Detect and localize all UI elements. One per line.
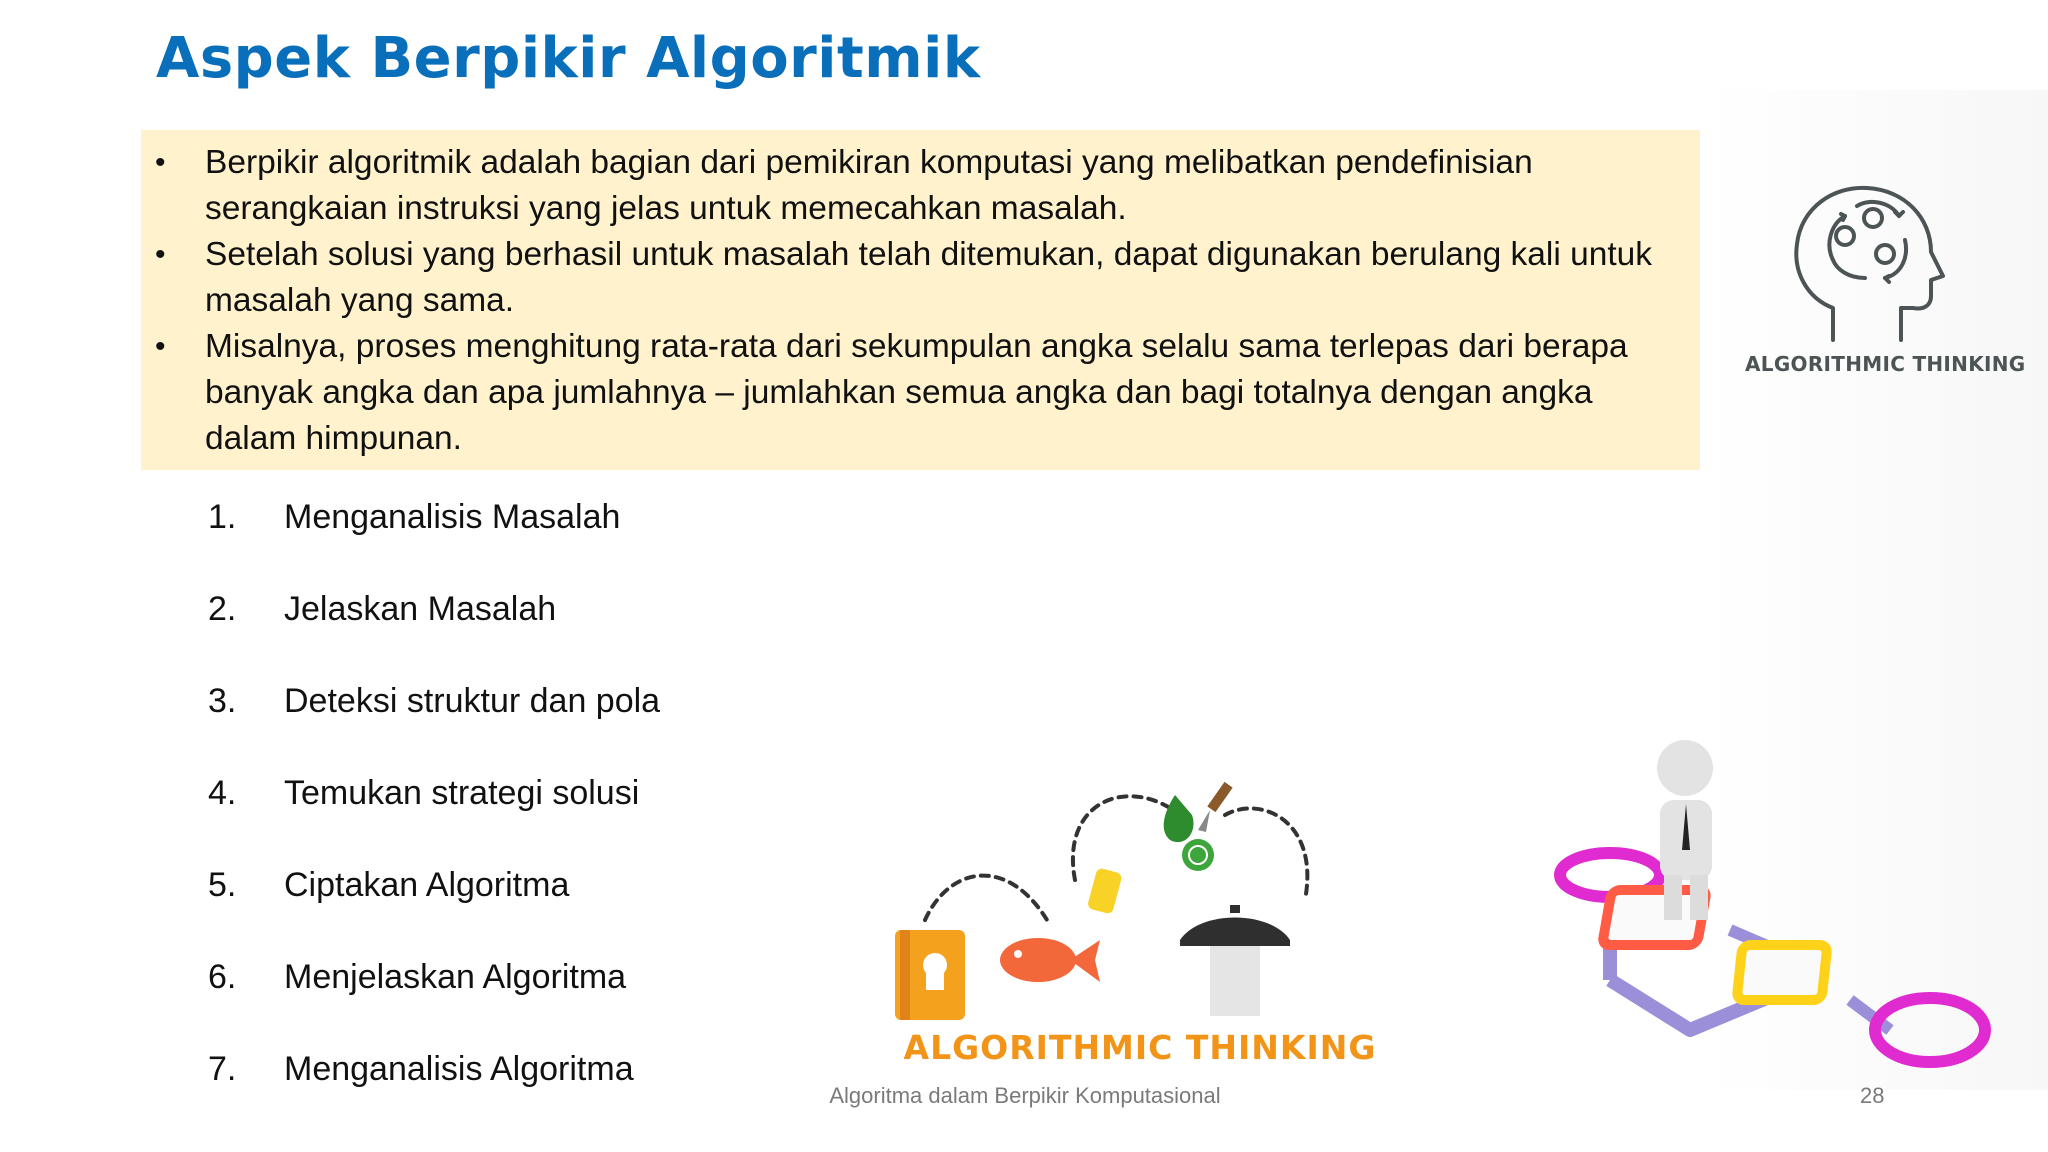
step-number: 7. bbox=[208, 1050, 237, 1088]
flowchart-person-icon bbox=[1540, 730, 2000, 1090]
step-number: 5. bbox=[208, 866, 237, 904]
bullet-text: Berpikir algoritmik adalah bagian dari pemikiran komputasi yang melibatkan pendefinisian serangkaian instruksi yang jelas untuk memecahkan masalah. bbox=[205, 144, 1533, 227]
step-text: Deteksi struktur dan pola bbox=[284, 682, 661, 720]
step-number: 4. bbox=[208, 774, 237, 812]
bullet-dot: • bbox=[155, 330, 166, 363]
step-text: Menjelaskan Algoritma bbox=[284, 958, 627, 996]
page-number: 28 bbox=[1860, 1083, 1885, 1108]
step-item bbox=[208, 954, 660, 1046]
bullet-item bbox=[141, 232, 1701, 324]
bullet-item bbox=[141, 140, 1701, 232]
step-number: 3. bbox=[208, 682, 237, 720]
recipe-book-icon bbox=[895, 930, 965, 1020]
pot-icon bbox=[1180, 905, 1290, 1016]
step-text: Temukan strategi solusi bbox=[284, 774, 640, 812]
bullet-box bbox=[141, 130, 1701, 470]
bullet-item bbox=[141, 324, 1701, 462]
fish-icon bbox=[1000, 938, 1100, 982]
bullet-list bbox=[141, 140, 1701, 462]
step-number: 6. bbox=[208, 958, 237, 996]
bullet-dot: • bbox=[155, 146, 166, 179]
cooking-illustration bbox=[880, 770, 1400, 1030]
icon-label: ALGORITHMIC THINKING bbox=[1745, 352, 2026, 376]
step-item bbox=[208, 770, 660, 862]
step-number: 2. bbox=[208, 590, 237, 628]
slide-title: Aspek Berpikir Algoritmik bbox=[156, 26, 981, 91]
step-text: Menganalisis Algoritma bbox=[284, 1050, 634, 1088]
step-item bbox=[208, 586, 660, 678]
step-text: Ciptakan Algoritma bbox=[284, 866, 570, 904]
bullet-text: Misalnya, proses menghitung rata-rata dari sekumpulan angka selalu sama terlepas dari berapa banyak angka dan apa jumlahnya – jumlahkan semua angka dan bagi totalnya dengan angka dalam himpunan. bbox=[205, 328, 1628, 457]
step-item bbox=[208, 862, 660, 954]
step-item bbox=[208, 678, 660, 770]
step-text: Jelaskan Masalah bbox=[284, 590, 557, 628]
step-text: Menganalisis Masalah bbox=[284, 498, 621, 536]
step-item bbox=[208, 1046, 660, 1138]
illustration-label: ALGORITHMIC THINKING bbox=[903, 1028, 1377, 1067]
bullet-dot: • bbox=[155, 238, 166, 271]
footer-text: Algoritma dalam Berpikir Komputasional bbox=[829, 1083, 1221, 1108]
salt-shaker-icon bbox=[1087, 867, 1123, 914]
knife-icon bbox=[1198, 782, 1233, 832]
bullet-text: Setelah solusi yang berhasil untuk masalah telah ditemukan, dapat digunakan berulang kali untuk masalah yang sama. bbox=[205, 236, 1653, 319]
step-number: 1. bbox=[208, 498, 237, 536]
step-item bbox=[208, 494, 660, 586]
head-gears-icon bbox=[1745, 180, 2010, 350]
steps-list bbox=[208, 494, 660, 1138]
pepper-icon bbox=[1164, 795, 1214, 871]
